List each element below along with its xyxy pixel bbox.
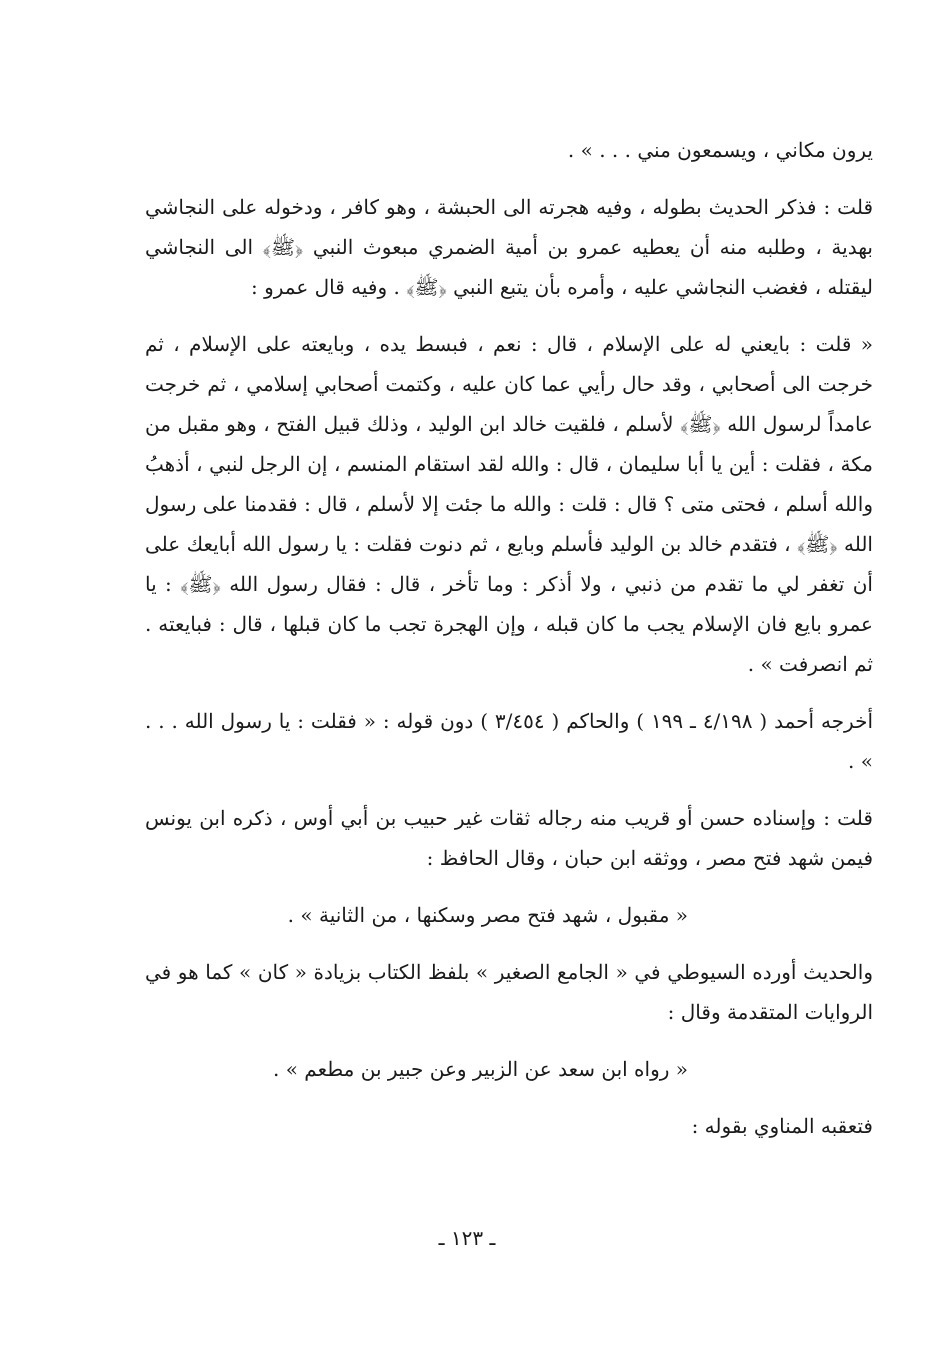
paragraph-munawi-intro: فتعقبه المناوي بقوله :	[691, 1114, 873, 1138]
paragraph-quoted-hadith: « قلت : بايعني له على الإسلام ، قال : نعم ، فبسط يده ، وبايعته على الإسلام ، ثم خرجت الى أصحابي ، وقد حال رأيي عما كان عليه ، وكتمت أصحابي إسلامي ، ثم خرجت عامداً لرسول الله ﴿ﷺ﴾ لأسلم ، فلقيت خالد ابن الوليد ، وذلك قبيل الفتح ، وهو مقبل من مكة ، فقلت : أين يا أبا سليمان ، قال : والله لقد استقام المنسم ، إن الرجل لنبي ، أذهبُ والله أسلم ، فحتى متى ؟ قال : قلت : والله ما جئت إلا لأسلم ، قال : فقدمنا على رسول الله ﴿ﷺ﴾ ، فتقدم خالد بن الوليد فأسلم وبايع ، ثم دنوت فقلت : يا رسول الله أبايعك على أن تغفر لي ما تقدم من ذنبي ، ولا أذكر : وما تأخر ، قال : فقال رسول الله ﴿ﷺ﴾ : يا عمرو بايع فان الإسلام يجب ما كان قبله ، وإن الهجرة تجب ما كان قبلها ، قال : فبايعته . ثم انصرفت » .	[145, 332, 873, 676]
page-number: ـ ١٢٣ ـ	[438, 1226, 496, 1250]
paragraph-suyuti-reference: والحديث أورده السيوطي في « الجامع الصغير » بلفظ الكتاب بزيادة « كان » كما هو في الروايات المتقدمة وقال :	[145, 960, 873, 1024]
paragraph-ibn-sad-quote: « رواه ابن سعد عن الزبير وعن جبير بن مطعم » .	[273, 1057, 688, 1081]
paragraph-continuation: يرون مكاني ، ويسمعون مني . . . » .	[567, 138, 873, 162]
page-body-text	[145, 130, 873, 1163]
paragraph-isnad-assessment: قلت : وإسناده حسن أو قريب منه رجاله ثقات غير حبيب بن أبي أوس ، ذكره ابن يونس فيمن شهد فتح مصر ، ووثقه ابن حبان ، وقال الحافظ :	[145, 806, 873, 870]
paragraph-narrative: قلت : فذكر الحديث بطوله ، وفيه هجرته الى الحبشة ، وهو كافر ، ودخوله على النجاشي بهدية ، وطلبه منه أن يعطيه عمرو بن أمية الضمري مبعوث النبي ﴿ﷺ﴾ الى النجاشي ليقتله ، فغضب النجاشي عليه ، وأمره بأن يتبع النبي ﴿ﷺ﴾ . وفيه قال عمرو :	[145, 195, 873, 299]
paragraph-hafiz-quote: « مقبول ، شهد فتح مصر وسكنها ، من الثانية » .	[287, 903, 688, 927]
paragraph-citation: أخرجه أحمد ( ٤/١٩٨ ـ ١٩٩ ) والحاكم ( ٣/٤٥٤ ) دون قوله : « فقلت : يا رسول الله . . . » .	[145, 709, 874, 773]
